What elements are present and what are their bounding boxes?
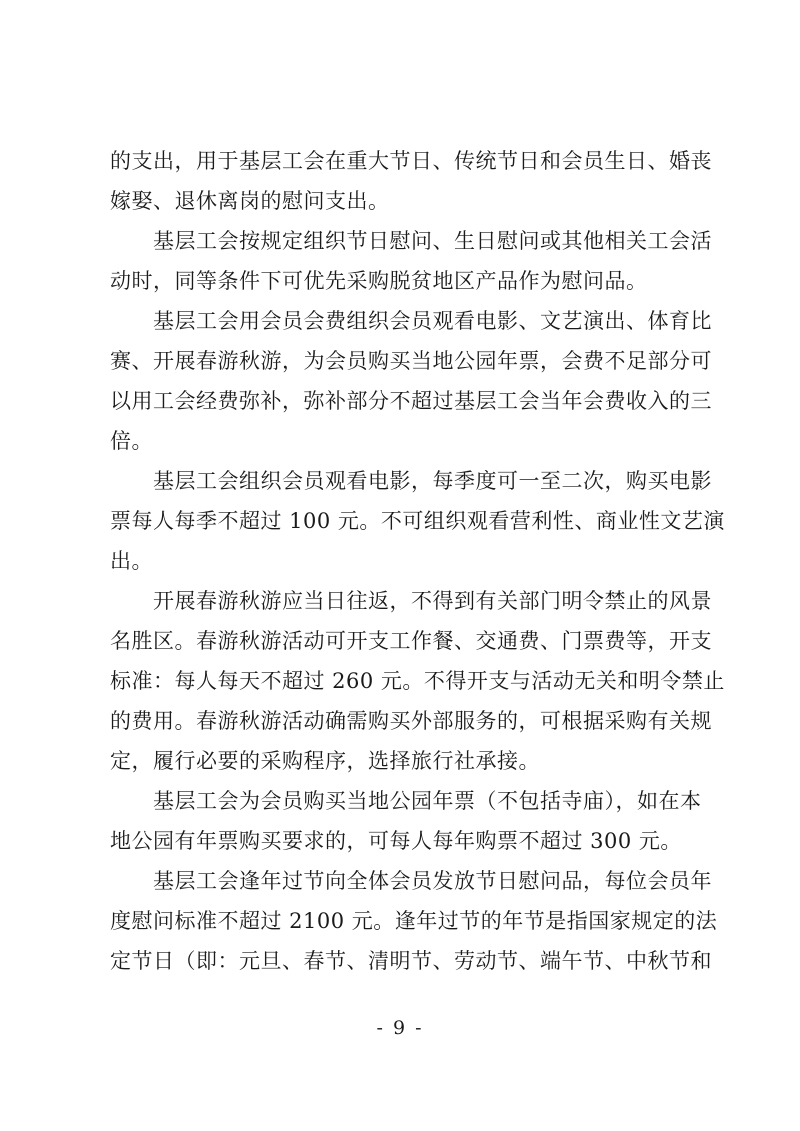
paragraph: [110, 461, 725, 581]
text-line: 票每人每季不超过 100 元。不可组织观看营利性、商业性文艺演: [110, 509, 725, 533]
text-line: 标准：每人每天不超过 260 元。不得开支与活动无关和明令禁止: [110, 669, 725, 693]
text-line: 地公园有年票购买要求的，可每人每年购票不超过 300 元。: [110, 829, 682, 853]
text-line: 的支出，用于基层工会在重大节日、传统节日和会员生日、婚丧: [110, 149, 712, 173]
text-line: 开展春游秋游应当日往返，不得到有关部门明令禁止的风景: [153, 589, 712, 613]
paragraph: [110, 861, 718, 981]
text-line: 定节日（即：元旦、春节、清明节、劳动节、端午节、中秋节和: [110, 949, 712, 973]
paragraph: [110, 581, 725, 781]
body-text: [110, 141, 725, 981]
text-line: 基层工会用会员会费组织会员观看电影、文艺演出、体育比: [153, 309, 712, 333]
text-line: 嫁娶、退休离岗的慰问支出。: [110, 189, 390, 213]
text-line: 定，履行必要的采购程序，选择旅行社承接。: [110, 749, 540, 773]
text-line: 以用工会经费弥补，弥补部分不超过基层工会当年会费收入的三: [110, 389, 712, 413]
text-line: 基层工会逢年过节向全体会员发放节日慰问品，每位会员年: [153, 869, 712, 893]
paragraph: [110, 781, 710, 861]
paragraph: [110, 301, 710, 461]
text-line: 赛、开展春游秋游，为会员购买当地公园年票，会费不足部分可: [110, 349, 712, 373]
page-number: - 9 -: [376, 1017, 424, 1039]
text-line: 名胜区。春游秋游活动可开支工作餐、交通费、门票费等，开支: [110, 629, 712, 653]
text-line: 出。: [110, 549, 153, 573]
text-line: 的费用。春游秋游活动确需购买外部服务的，可根据采购有关规: [110, 709, 712, 733]
paragraph: [110, 221, 710, 301]
paragraph: [110, 141, 710, 221]
text-line: 基层工会按规定组织节日慰问、生日慰问或其他相关工会活: [153, 229, 712, 253]
text-line: 基层工会组织会员观看电影，每季度可一至二次，购买电影: [153, 469, 712, 493]
text-line: 基层工会为会员购买当地公园年票（不包括寺庙），如在本: [153, 789, 702, 813]
text-line: 动时，同等条件下可优先采购脱贫地区产品作为慰问品。: [110, 269, 648, 293]
text-line: 倍。: [110, 429, 153, 453]
text-line: 度慰问标准不超过 2100 元。逢年过节的年节是指国家规定的法: [110, 909, 718, 933]
